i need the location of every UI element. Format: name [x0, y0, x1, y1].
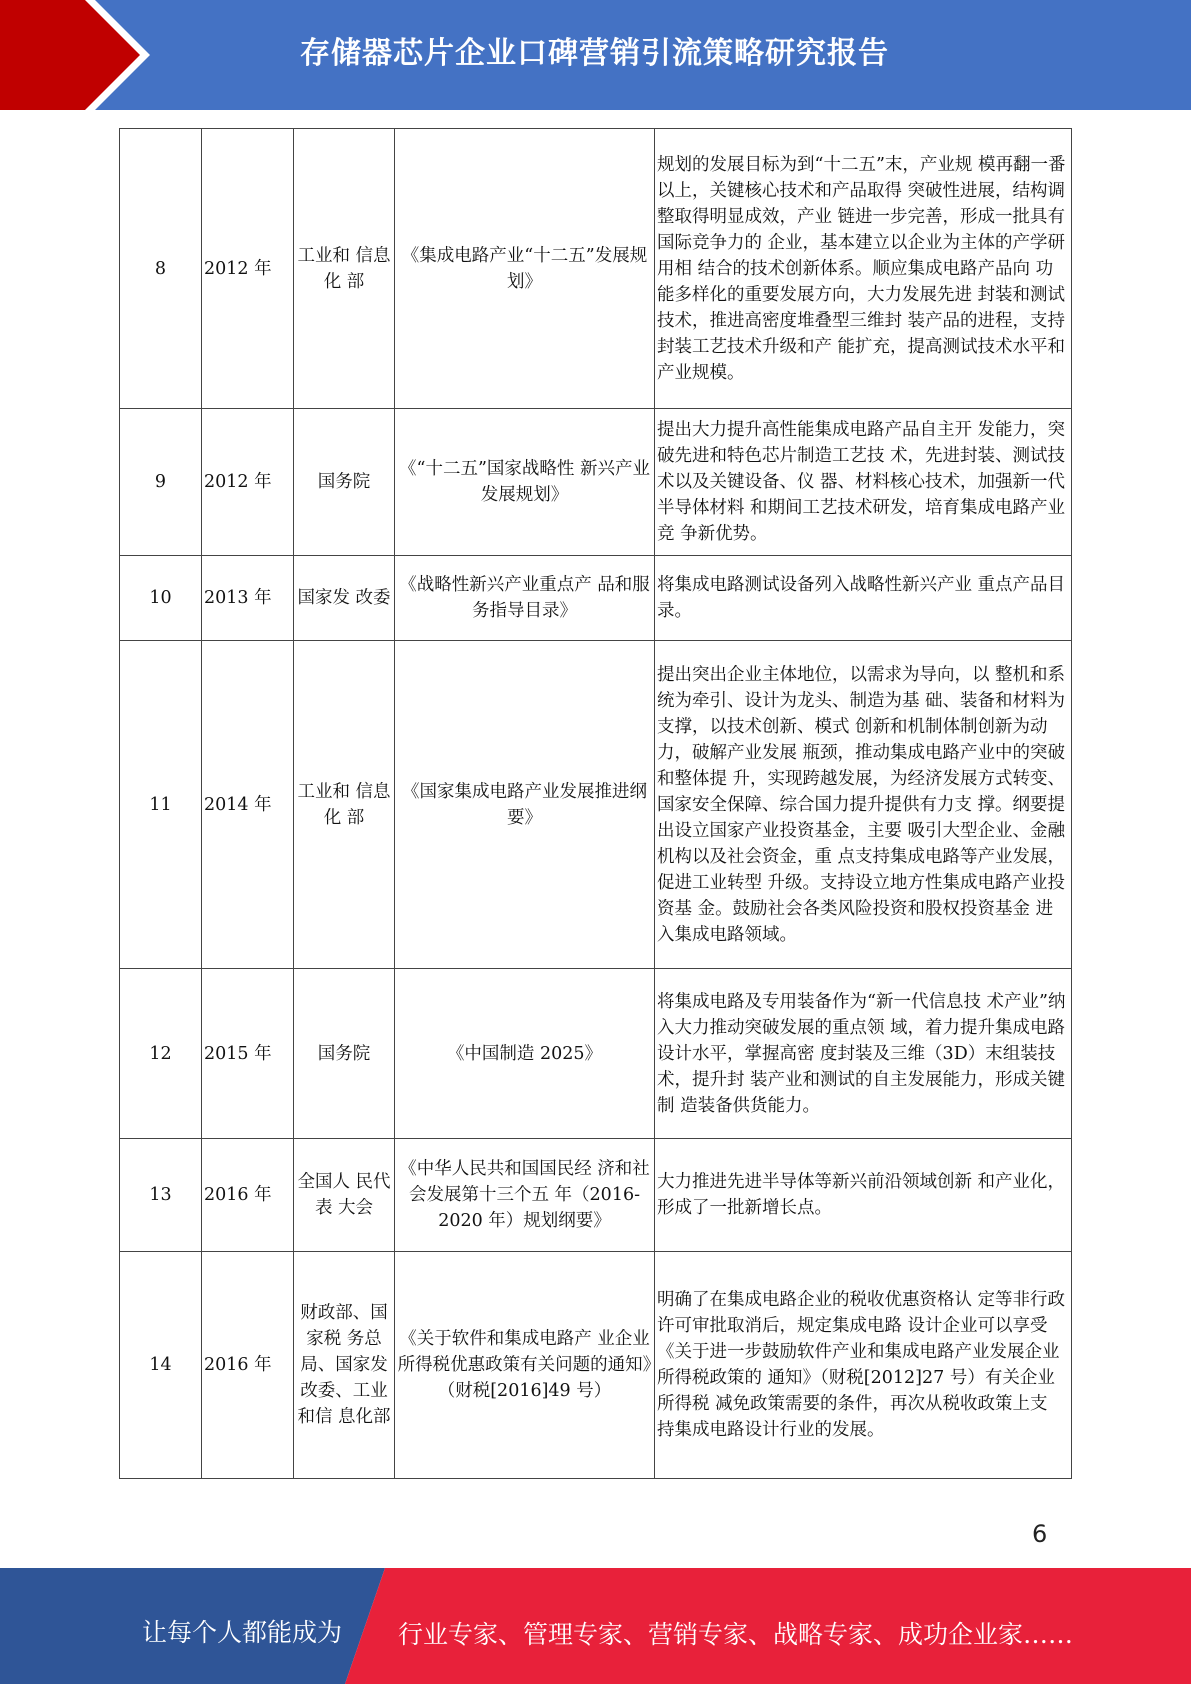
row-number: 13 — [120, 1139, 202, 1252]
row-number: 8 — [120, 129, 202, 409]
row-document: 《国家集成电路产业发展推进纲要》 — [395, 641, 655, 969]
row-year: 2013 年 — [202, 556, 294, 641]
row-content: 提出大力提升高性能集成电路产品自主开 发能力，突破先进和特色芯片制造工艺技 术，先进封装、测试技术以及关键设备、仪 器、材料核心技术，加强新一代半导体材料 和期间工艺技术研发，培育集成电路产业竞 争新优势。 — [655, 409, 1072, 556]
table-row — [120, 409, 1072, 556]
policy-table — [119, 128, 1072, 1479]
table-row — [120, 556, 1072, 641]
row-year: 2016 年 — [202, 1252, 294, 1479]
row-department: 国务院 — [294, 969, 395, 1139]
row-number: 14 — [120, 1252, 202, 1479]
row-document: 《“十二五”国家战略性 新兴产业发展规划》 — [395, 409, 655, 556]
table-row — [120, 1139, 1072, 1252]
row-content: 大力推进先进半导体等新兴前沿领域创新 和产业化，形成了一批新增长点。 — [655, 1139, 1072, 1252]
row-document: 《集成电路产业“十二五”发展规划》 — [395, 129, 655, 409]
row-content: 将集成电路测试设备列入战略性新兴产业 重点产品目录。 — [655, 556, 1072, 641]
page-number: 6 — [1032, 1520, 1048, 1548]
table-row — [120, 129, 1072, 409]
row-year: 2012 年 — [202, 129, 294, 409]
row-department: 工业和 信息化 部 — [294, 129, 395, 409]
row-year: 2014 年 — [202, 641, 294, 969]
row-content: 明确了在集成电路企业的税收优惠资格认 定等非行政许可审批取消后，规定集成电路 设计企业可以享受《关于进一步鼓励软件产业和集成电路产业发展企业所得税政策的 通知》（财税[2012]27 号）有关企业所得税 减免政策需要的条件，再次从税收政策上支 持集成电路设计行业的发展。 — [655, 1252, 1072, 1479]
row-content: 将集成电路及专用装备作为“新一代信息技 术产业”纳入大力推动突破发展的重点领 域，着力提升集成电路设计水平，掌握高密 度封装及三维（3D）末组装技术，提升封 装产业和测试的自主发展能力，形成关键制 造装备供货能力。 — [655, 969, 1072, 1139]
row-year: 2016 年 — [202, 1139, 294, 1252]
header-bar — [0, 0, 1191, 110]
header-title: 存储器芯片企业口碑营销引流策略研究报告 — [300, 36, 889, 71]
row-department: 国务院 — [294, 409, 395, 556]
footer-bar — [0, 1568, 1191, 1684]
row-content: 提出突出企业主体地位，以需求为导向，以 整机和系统为牵引、设计为龙头、制造为基 础、装备和材料为支撑，以技术创新、模式 创新和机制体制创新为动力，破解产业发展 瓶颈，推动集成电路产业中的突破和整体提 升，实现跨越发展，为经济发展方式转变、 国家安全保障、综合国力提升提供有力支 撑。纲要提出设立国家产业投资基金，主要 吸引大型企业、金融机构以及社会资金，重 点支持集成电路等产业发展，促进工业转型 升级。支持设立地方性集成电路产业投资基 金。鼓励社会各类风险投资和股权投资基金 进入集成电路领域。 — [655, 641, 1072, 969]
table-row — [120, 1252, 1072, 1479]
row-number: 9 — [120, 409, 202, 556]
row-number: 11 — [120, 641, 202, 969]
table-row — [120, 641, 1072, 969]
row-year: 2015 年 — [202, 969, 294, 1139]
row-department: 财政部、国家税 务总局、国家发 改委、工业和信 息化部 — [294, 1252, 395, 1479]
table-row — [120, 969, 1072, 1139]
row-department: 工业和 信息化 部 — [294, 641, 395, 969]
row-content: 规划的发展目标为到“十二五”末，产业规 模再翻一番以上，关键核心技术和产品取得 突破性进展，结构调整取得明显成效，产业 链进一步完善，形成一批具有国际竞争力的 企业，基本建立以企业为主体的产学研用相 结合的技术创新体系。顺应集成电路产品向 功能多样化的重要发展方向，大力发展先进 封装和测试技术，推进高密度堆叠型三维封 装产品的进程，支持封装工艺技术升级和产 能扩充，提高测试技术水平和产业规模。 — [655, 129, 1072, 409]
footer-slogan-right: 行业专家、管理专家、营销专家、战略专家、成功企业家…… — [398, 1620, 1074, 1649]
row-document: 《关于软件和集成电路产 业企业所得税优惠政策有关问题的通知》（财税[2016]49 号） — [395, 1252, 655, 1479]
row-document: 《战略性新兴产业重点产 品和服务指导目录》 — [395, 556, 655, 641]
footer-slogan-left: 让每个人都能成为 — [142, 1618, 343, 1647]
row-department: 全国人 民代表 大会 — [294, 1139, 395, 1252]
row-number: 12 — [120, 969, 202, 1139]
row-number: 10 — [120, 556, 202, 641]
row-department: 国家发 改委 — [294, 556, 395, 641]
row-document: 《中华人民共和国国民经 济和社会发展第十三个五 年（2016-2020 年）规划纲要》 — [395, 1139, 655, 1252]
row-year: 2012 年 — [202, 409, 294, 556]
row-document: 《中国制造 2025》 — [395, 969, 655, 1139]
